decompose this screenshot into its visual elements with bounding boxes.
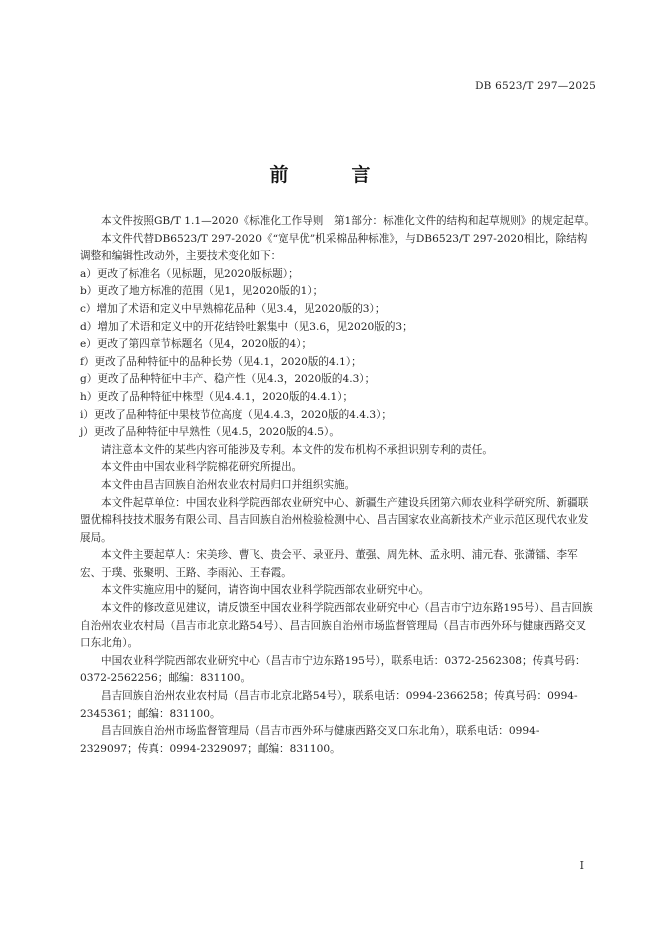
paragraph-inquiries: 本文件实施应用中的疑问，请咨询中国农业科学院西部农业研究中心。: [101, 584, 430, 597]
change-item-c: c）增加了术语和定义中早熟棉花品种（见3.4，见2020版的3）；: [80, 302, 386, 315]
page-number: I: [579, 859, 584, 872]
document-code: DB 6523/T 297—2025: [475, 80, 596, 92]
paragraph-drafters: 本文件主要起草人：宋美珍、曹飞、贵会平、录亚丹、董强、周先林、孟永明、浦元春、张潇镭、李军宏、于璞、张聚明、王路、李雨沁、王春霞。: [80, 549, 578, 579]
paragraph-administrator: 本文件由昌吉回族自治州农业农村局归口并组织实施。: [101, 478, 356, 491]
paragraph-proposer: 本文件由中国农业科学院棉花研究所提出。: [101, 461, 303, 474]
change-item-g: g）更改了品种特征中丰产、稳产性（见4.3，2020版的4.3）；: [80, 373, 376, 386]
contact-research-center: 中国农业科学院西部农业研究中心（昌吉市宁边东路195号），联系电话：0372-2562308；传真号码：0372-2562256；邮编：831100。: [80, 654, 586, 685]
contact-agriculture-bureau: 昌吉回族自治州农业农村局（昌吉市北京北路54号），联系电话：0994-2366258；传真号码：0994-2345361；邮编：831100。: [80, 690, 578, 720]
change-item-b: b）更改了地方标准的范围（见1，见2020版的1）；: [80, 285, 324, 298]
foreword-body: [80, 213, 596, 758]
paragraph-patent-notice: 请注意本文件的某些内容可能涉及专利。本文件的发布机构不承担识别专利的责任。: [101, 443, 493, 456]
change-item-d: d）增加了术语和定义中的开花结铃吐絮集中（见3.6，见2020版的3；: [80, 320, 413, 333]
change-item-j: j）更改了品种特征中早熟性（见4.5，2020版的4.5）。: [80, 426, 340, 439]
change-item-e: e）更改了第四章节标题名（见4，2020版的4）；: [80, 338, 313, 351]
change-item-a: a）更改了标准名（见标题，见2020版标题）；: [80, 267, 299, 280]
paragraph-replacement: 本文件代替DB6523/T 297-2020《“宽早优”机采棉品种标准》，与DB6523/T 297-2020相比，除结构调整和编辑性改动外，主要技术变化如下：: [80, 232, 588, 263]
page-title: 前 言: [269, 164, 393, 186]
contact-market-supervision: 昌吉回族自治州市场监督管理局（昌吉市西外环与健康西路交叉口东北角），联系电话：0994-2329097；传真：0994-2329097；邮编：831100。: [80, 725, 540, 755]
paragraph-drafting-units: 本文件起草单位：中国农业科学院西部农业研究中心、新疆生产建设兵团第六师农业科学研究所、新疆联盟优棉科技技术服务有限公司、昌吉回族自治州检验检测中心、昌吉国家农业高新技术产业示范区现代农业发展局。: [80, 496, 589, 544]
change-item-f: f）更改了品种特征中的品种长势（见4.1，2020版的4.1）；: [80, 355, 362, 368]
paragraph-drafting-rules: 本文件按照GB/T 1.1—2020《标准化工作导则 第1部分：标准化文件的结构和起草规则》的规定起草。: [101, 215, 595, 227]
change-item-h: h）更改了品种特征中株型（见4.4.1，2020版的4.4.1）；: [80, 390, 354, 403]
change-item-i: i）更改了品种特征中果枝节位高度（见4.4.3，2020版的4.4.3）；: [80, 408, 393, 421]
paragraph-feedback: 本文件的修改意见建议，请反馈至中国农业科学院西部农业研究中心（昌吉市宁边东路195号）、昌吉回族自治州农业农村局（昌吉市北京北路54号）、昌吉回族自治州市场监督管理局（昌吉市西外环与健康西路交叉口东北角）。: [80, 602, 593, 650]
